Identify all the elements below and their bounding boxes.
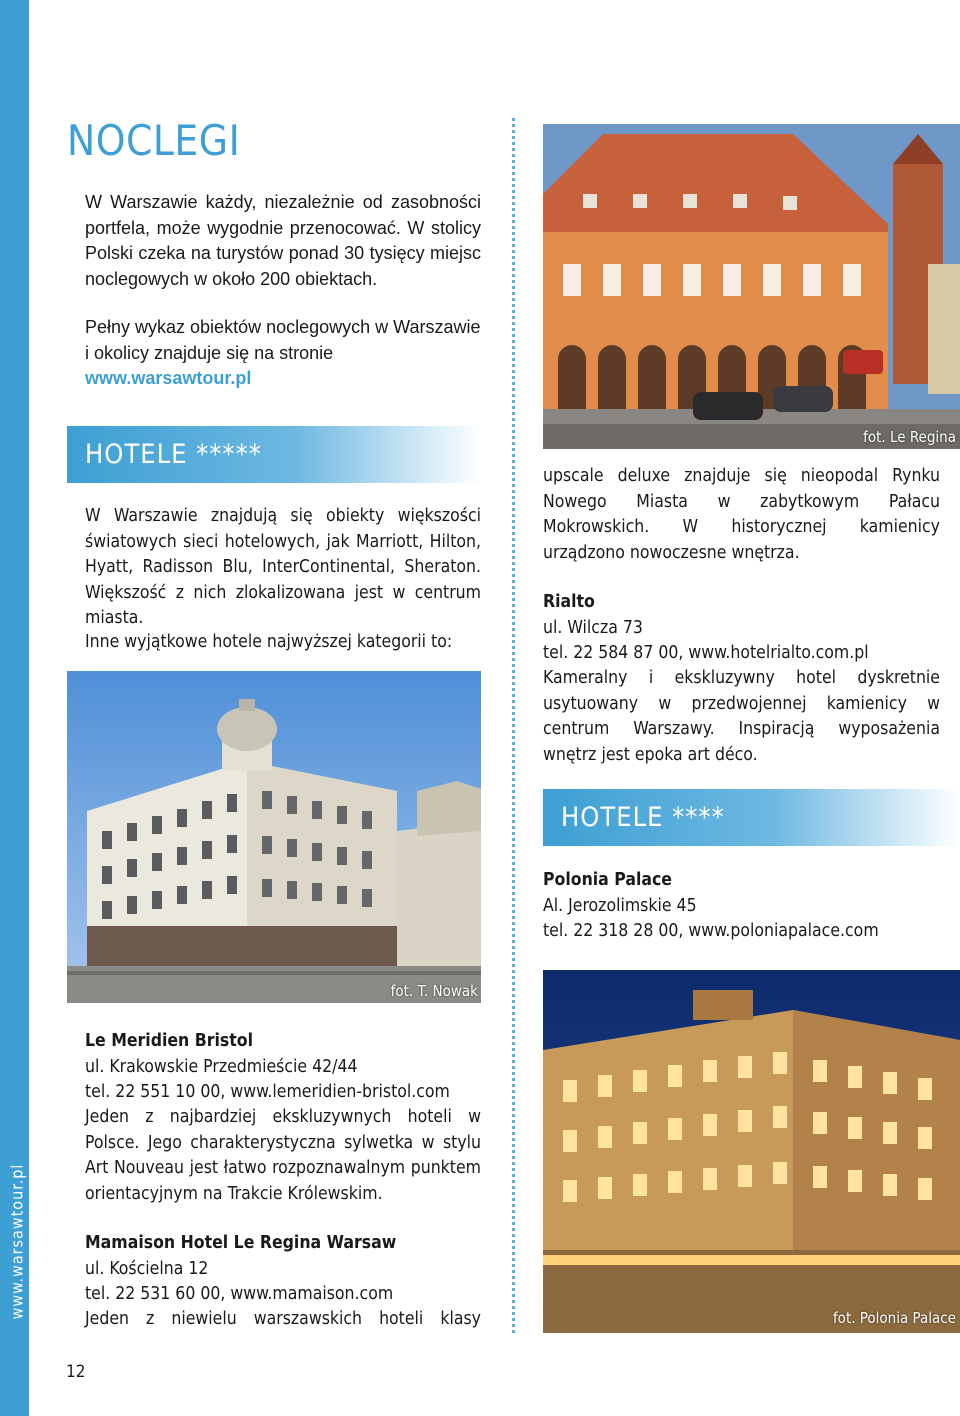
intro-paragraph: W Warszawie każdy, niezależnie od zasobności portfela, może wygodnie przenocować. W stolicy Polski czeka na turystów ponad 30 tysięcy miejsc noclegowych w około 200 obiektach. xyxy=(85,192,481,289)
section-title: NOCLEGI xyxy=(67,116,241,165)
regina-contact: tel. 22 531 60 00, www.mamaison.com xyxy=(85,1284,394,1304)
side-url xyxy=(2,1160,26,1330)
rialto-name: Rialto xyxy=(543,592,595,612)
bristol-contact: tel. 22 551 10 00, www.lemeridien-bristol.com xyxy=(85,1082,450,1102)
regina-description-start: Jeden z niewielu warszawskich hoteli klasy xyxy=(85,1309,481,1329)
polonia-entry xyxy=(543,868,948,945)
hotels-5-star-banner: HOTELE ***** xyxy=(67,426,481,483)
rialto-address: ul. Wilcza 73 xyxy=(543,617,643,638)
bristol-name: Le Meridien Bristol xyxy=(85,1031,254,1051)
rialto-description: Kameralny i ekskluzywny hotel dyskretnie usytuowany w przedwojennej kamienicy w centrum Warszawy. Inspiracją wyposażenia wnętrz jest epoka art déco. xyxy=(543,668,940,765)
bristol-address: ul. Krakowskie Przedmieście 42/44 xyxy=(85,1056,358,1077)
bristol-building-image xyxy=(67,671,481,1003)
regina-description-cont: upscale deluxe znajduje się nieopodal Rynku Nowego Miasta w zabytkowym Pałacu Mokrowskich. W historycznej kamienicy urządzono nowoczesne wnętrza. xyxy=(543,466,940,563)
intro-link-text: Pełny wykaz obiektów noclegowych w Warszawie i okolicy znajduje się na stronie xyxy=(85,317,481,363)
rialto-contact: tel. 22 584 87 00, www.hotelrialto.com.pl xyxy=(543,643,869,663)
regina-address: ul. Kościelna 12 xyxy=(85,1258,209,1279)
bristol-description: Jeden z najbardziej ekskluzywnych hoteli w Polsce. Jego charakterystyczna sylwetka w stylu Art Nouveau jest łatwo rozpoznawalnym punktem orientacyjnym na Trakcie Królewskim. xyxy=(85,1107,481,1204)
column-divider xyxy=(512,118,515,1333)
regina-photo-credit: fot. Le Regina xyxy=(863,428,956,446)
hotels-4-star-banner: HOTELE **** xyxy=(543,789,960,846)
side-url-text: www.warsawtour.pl xyxy=(7,1163,27,1320)
polonia-name: Polonia Palace xyxy=(543,870,672,890)
regina-name: Mamaison Hotel Le Regina Warsaw xyxy=(85,1233,397,1253)
page-number: 12 xyxy=(66,1362,86,1382)
polonia-contact: tel. 22 318 28 00, www.poloniapalace.com xyxy=(543,921,879,941)
regina-building-image xyxy=(543,124,960,449)
bristol-photo xyxy=(67,671,481,1003)
polonia-building-image xyxy=(543,970,960,1333)
intro-link-paragraph xyxy=(85,315,485,392)
hotels-5-intro: Inne wyjątkowe hotele najwyższej kategorii to: xyxy=(85,632,453,652)
polonia-photo xyxy=(543,970,960,1333)
bristol-entry xyxy=(85,1029,485,1106)
warsawtour-link[interactable]: www.warsawtour.pl xyxy=(85,368,252,388)
regina-photo xyxy=(543,124,960,449)
bristol-photo-credit: fot. T. Nowak xyxy=(390,982,478,1000)
rialto-entry xyxy=(543,590,943,667)
polonia-photo-credit: fot. Polonia Palace xyxy=(832,1309,956,1327)
regina-entry xyxy=(85,1231,485,1308)
hotels-5-description: W Warszawie znajdują się obiekty większości światowych sieci hotelowych, jak Marriott, Hilton, Hyatt, Radisson Blu, InterContinental, Sheraton. Większość z nich zlokalizowana jest w centrum miasta. xyxy=(85,506,481,628)
polonia-address: Al. Jerozolimskie 45 xyxy=(543,895,697,916)
